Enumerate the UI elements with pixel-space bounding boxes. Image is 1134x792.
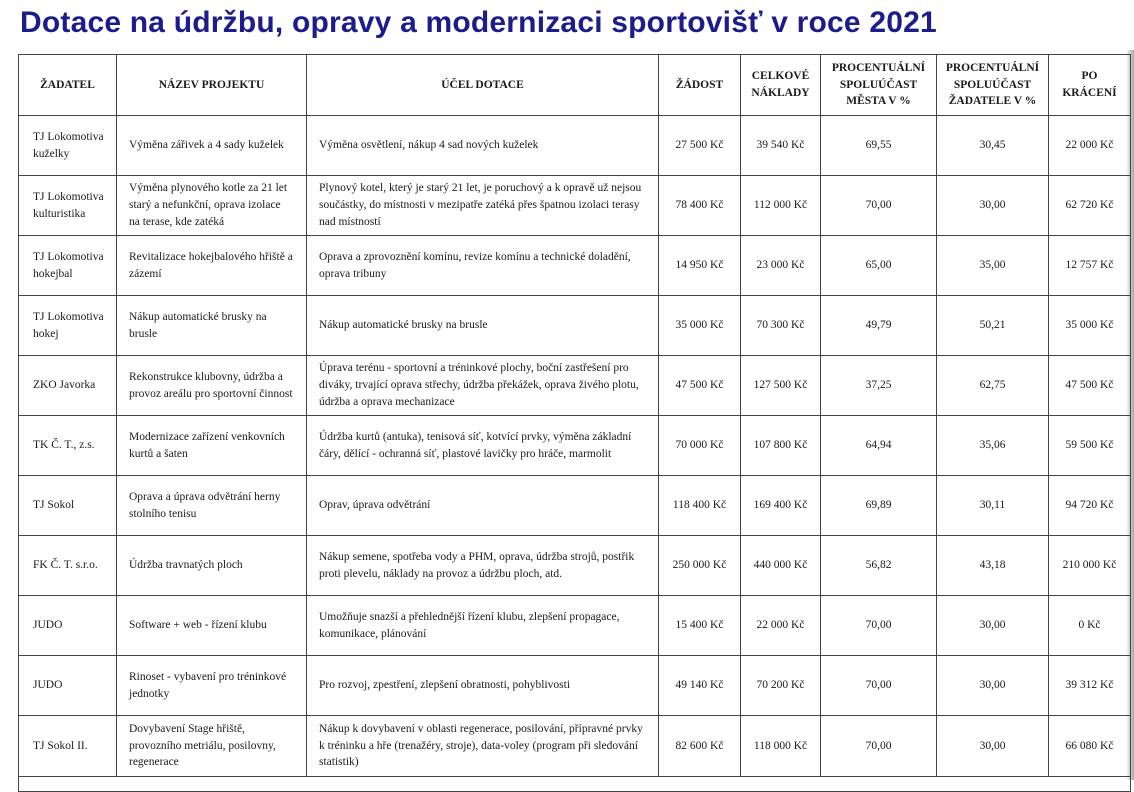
page-title: Dotace na údržbu, opravy a modernizaci sportovišť v roce 2021 [20, 6, 937, 39]
cell-nazev: Údržba travnatých ploch [117, 536, 307, 596]
cell-spoluucast-zadatele: 35,00 [937, 236, 1049, 296]
cell-zadost: 35 000 Kč [659, 296, 741, 356]
cell-ucel: Oprav, úprava odvětrání [307, 476, 659, 536]
cell-nazev: Revitalizace hokejbalového hřiště a zázemí [117, 236, 307, 296]
cell-nazev: Oprava a úprava odvětrání herny stolního tenisu [117, 476, 307, 536]
cell-naklady: 70 300 Kč [741, 296, 821, 356]
cell-spoluucast-mesta: 70,00 [821, 596, 937, 656]
cell-zadost: 70 000 Kč [659, 416, 741, 476]
cell-spoluucast-mesta: 70,00 [821, 716, 937, 777]
cell-po-kraceni: 66 080 Kč [1049, 716, 1131, 777]
cell-po-kraceni: 35 000 Kč [1049, 296, 1131, 356]
cell-naklady: 70 200 Kč [741, 656, 821, 716]
header-zadost: ŽÁDOST [659, 55, 741, 116]
cell-spoluucast-zadatele: 30,00 [937, 596, 1049, 656]
cell-nazev: Výměna plynového kotle za 21 let starý a nefunkční, oprava izolace na terase, kde zatéká [117, 176, 307, 236]
cell-naklady: 23 000 Kč [741, 236, 821, 296]
cell-po-kraceni: 62 720 Kč [1049, 176, 1131, 236]
cell-zadost: 82 600 Kč [659, 716, 741, 777]
cell-ucel: Nákup automatické brusky na brusle [307, 296, 659, 356]
cell-naklady: 39 540 Kč [741, 116, 821, 176]
table-row [19, 176, 1131, 236]
cell-naklady: 22 000 Kč [741, 596, 821, 656]
table-row [19, 596, 1131, 656]
table-row [19, 416, 1131, 476]
cell-zadatel: ZKO Javorka [19, 356, 117, 416]
cell-spoluucast-zadatele: 30,45 [937, 116, 1049, 176]
cell-spoluucast-mesta: 56,82 [821, 536, 937, 596]
table-row-cutoff [19, 777, 1131, 792]
table-row [19, 716, 1131, 777]
header-celkove-naklady: CELKOVÉ NÁKLADY [741, 55, 821, 116]
cell-zadatel: TJ Lokomotiva hokejbal [19, 236, 117, 296]
cell-spoluucast-mesta: 69,89 [821, 476, 937, 536]
header-ucel-dotace: ÚČEL DOTACE [307, 55, 659, 116]
cell-spoluucast-mesta: 64,94 [821, 416, 937, 476]
table-row [19, 656, 1131, 716]
cell-ucel: Nákup k dovybavení v oblasti regenerace, posilování, přípravné prvky k tréninku a hře (trenažéry, stroje), data-voley (program při sledování statistik) [307, 716, 659, 777]
cell-ucel: Plynový kotel, který je starý 21 let, je poruchový a k opravě už nejsou součástky, do místnosti v mezipatře zatéká přes špatnou izolaci terasy nad místností [307, 176, 659, 236]
table-header-row [19, 55, 1131, 116]
subsidy-table [18, 54, 1131, 792]
cell-nazev: Rinoset - vybavení pro tréninkové jednotky [117, 656, 307, 716]
cell-naklady: 440 000 Kč [741, 536, 821, 596]
header-zadatel: ŽADATEL [19, 55, 117, 116]
table-row [19, 116, 1131, 176]
cell-spoluucast-zadatele: 30,00 [937, 656, 1049, 716]
cell-spoluucast-zadatele: 62,75 [937, 356, 1049, 416]
cell-naklady: 127 500 Kč [741, 356, 821, 416]
cell-po-kraceni: 12 757 Kč [1049, 236, 1131, 296]
cell-zadost: 118 400 Kč [659, 476, 741, 536]
cell-ucel: Pro rozvoj, zpestření, zlepšení obratnosti, pohyblivosti [307, 656, 659, 716]
header-po-kraceni: PO KRÁCENÍ [1049, 55, 1131, 116]
cell-po-kraceni: 210 000 Kč [1049, 536, 1131, 596]
cell-naklady: 107 800 Kč [741, 416, 821, 476]
cell-zadost: 27 500 Kč [659, 116, 741, 176]
cell-ucel: Umožňuje snazší a přehlednější řízení klubu, zlepšení propagace, komunikace, plánování [307, 596, 659, 656]
cell-zadatel: FK Č. T. s.r.o. [19, 536, 117, 596]
cell-naklady: 169 400 Kč [741, 476, 821, 536]
cell-spoluucast-zadatele: 30,00 [937, 716, 1049, 777]
cell-nazev: Výměna zářivek a 4 sady kuželek [117, 116, 307, 176]
cell-zadatel: TJ Sokol II. [19, 716, 117, 777]
header-spoluucast-zadatele: PROCENTUÁLNÍ SPOLUÚČAST ŽADATELE V % [937, 55, 1049, 116]
cell-nazev: Rekonstrukce klubovny, údržba a provoz areálu pro sportovní činnost [117, 356, 307, 416]
cell-naklady: 112 000 Kč [741, 176, 821, 236]
cell-po-kraceni: 0 Kč [1049, 596, 1131, 656]
cell-po-kraceni: 22 000 Kč [1049, 116, 1131, 176]
cell-zadatel: TJ Lokomotiva kulturistika [19, 176, 117, 236]
cell-spoluucast-mesta: 65,00 [821, 236, 937, 296]
cell-spoluucast-mesta: 70,00 [821, 656, 937, 716]
cell-po-kraceni: 94 720 Kč [1049, 476, 1131, 536]
cell-po-kraceni: 59 500 Kč [1049, 416, 1131, 476]
cell-spoluucast-zadatele: 35,06 [937, 416, 1049, 476]
table-row [19, 536, 1131, 596]
cell-zadatel: JUDO [19, 656, 117, 716]
cell-zadost: 14 950 Kč [659, 236, 741, 296]
header-spoluucast-mesta: PROCENTUÁLNÍ SPOLUÚČAST MĚSTA V % [821, 55, 937, 116]
cell-zadatel: JUDO [19, 596, 117, 656]
cell-po-kraceni: 39 312 Kč [1049, 656, 1131, 716]
cell-ucel: Nákup semene, spotřeba vody a PHM, oprava, údržba strojů, postřik proti plevelu, náklady na provoz a údržbu ploch, atd. [307, 536, 659, 596]
cell-spoluucast-mesta: 37,25 [821, 356, 937, 416]
cell-spoluucast-zadatele: 30,00 [937, 176, 1049, 236]
cell-nazev: Dovybavení Stage hřiště, provozního metriálu, posilovny, regenerace [117, 716, 307, 777]
cell-spoluucast-mesta: 70,00 [821, 176, 937, 236]
cell-nazev: Nákup automatické brusky na brusle [117, 296, 307, 356]
cell-zadost: 15 400 Kč [659, 596, 741, 656]
cell-zadatel: TJ Lokomotiva hokej [19, 296, 117, 356]
table-row [19, 296, 1131, 356]
cell-po-kraceni: 47 500 Kč [1049, 356, 1131, 416]
cell-ucel: Výměna osvětlení, nákup 4 sad nových kuželek [307, 116, 659, 176]
table-row [19, 356, 1131, 416]
cell-ucel: Údržba kurtů (antuka), tenisová síť, kotvící prvky, výměna základní čáry, dělící - ochranná síť, plastové lavičky pro hráče, marmolit [307, 416, 659, 476]
cell-spoluucast-zadatele: 43,18 [937, 536, 1049, 596]
cell-spoluucast-mesta: 49,79 [821, 296, 937, 356]
cell-zadatel: TK Č. T., z.s. [19, 416, 117, 476]
cut-off-row [19, 777, 1131, 792]
cell-spoluucast-zadatele: 50,21 [937, 296, 1049, 356]
cell-zadost: 47 500 Kč [659, 356, 741, 416]
cell-zadost: 250 000 Kč [659, 536, 741, 596]
cell-nazev: Modernizace zařízení venkovních kurtů a šaten [117, 416, 307, 476]
header-nazev-projektu: NÁZEV PROJEKTU [117, 55, 307, 116]
cell-zadost: 49 140 Kč [659, 656, 741, 716]
cell-zadost: 78 400 Kč [659, 176, 741, 236]
table-row [19, 476, 1131, 536]
cell-ucel: Úprava terénu - sportovní a tréninkové plochy, boční zastřešení pro diváky, trvající oprava střechy, údržba překážek, oprava živého plotu, údržba a oprava mechanizace [307, 356, 659, 416]
table-row [19, 236, 1131, 296]
cell-zadatel: TJ Lokomotiva kuželky [19, 116, 117, 176]
cell-ucel: Oprava a zprovoznění komínu, revize komínu a technické doladění, oprava tribuny [307, 236, 659, 296]
cell-naklady: 118 000 Kč [741, 716, 821, 777]
cell-zadatel: TJ Sokol [19, 476, 117, 536]
cell-spoluucast-mesta: 69,55 [821, 116, 937, 176]
cell-spoluucast-zadatele: 30,11 [937, 476, 1049, 536]
cell-nazev: Software + web - řízení klubu [117, 596, 307, 656]
